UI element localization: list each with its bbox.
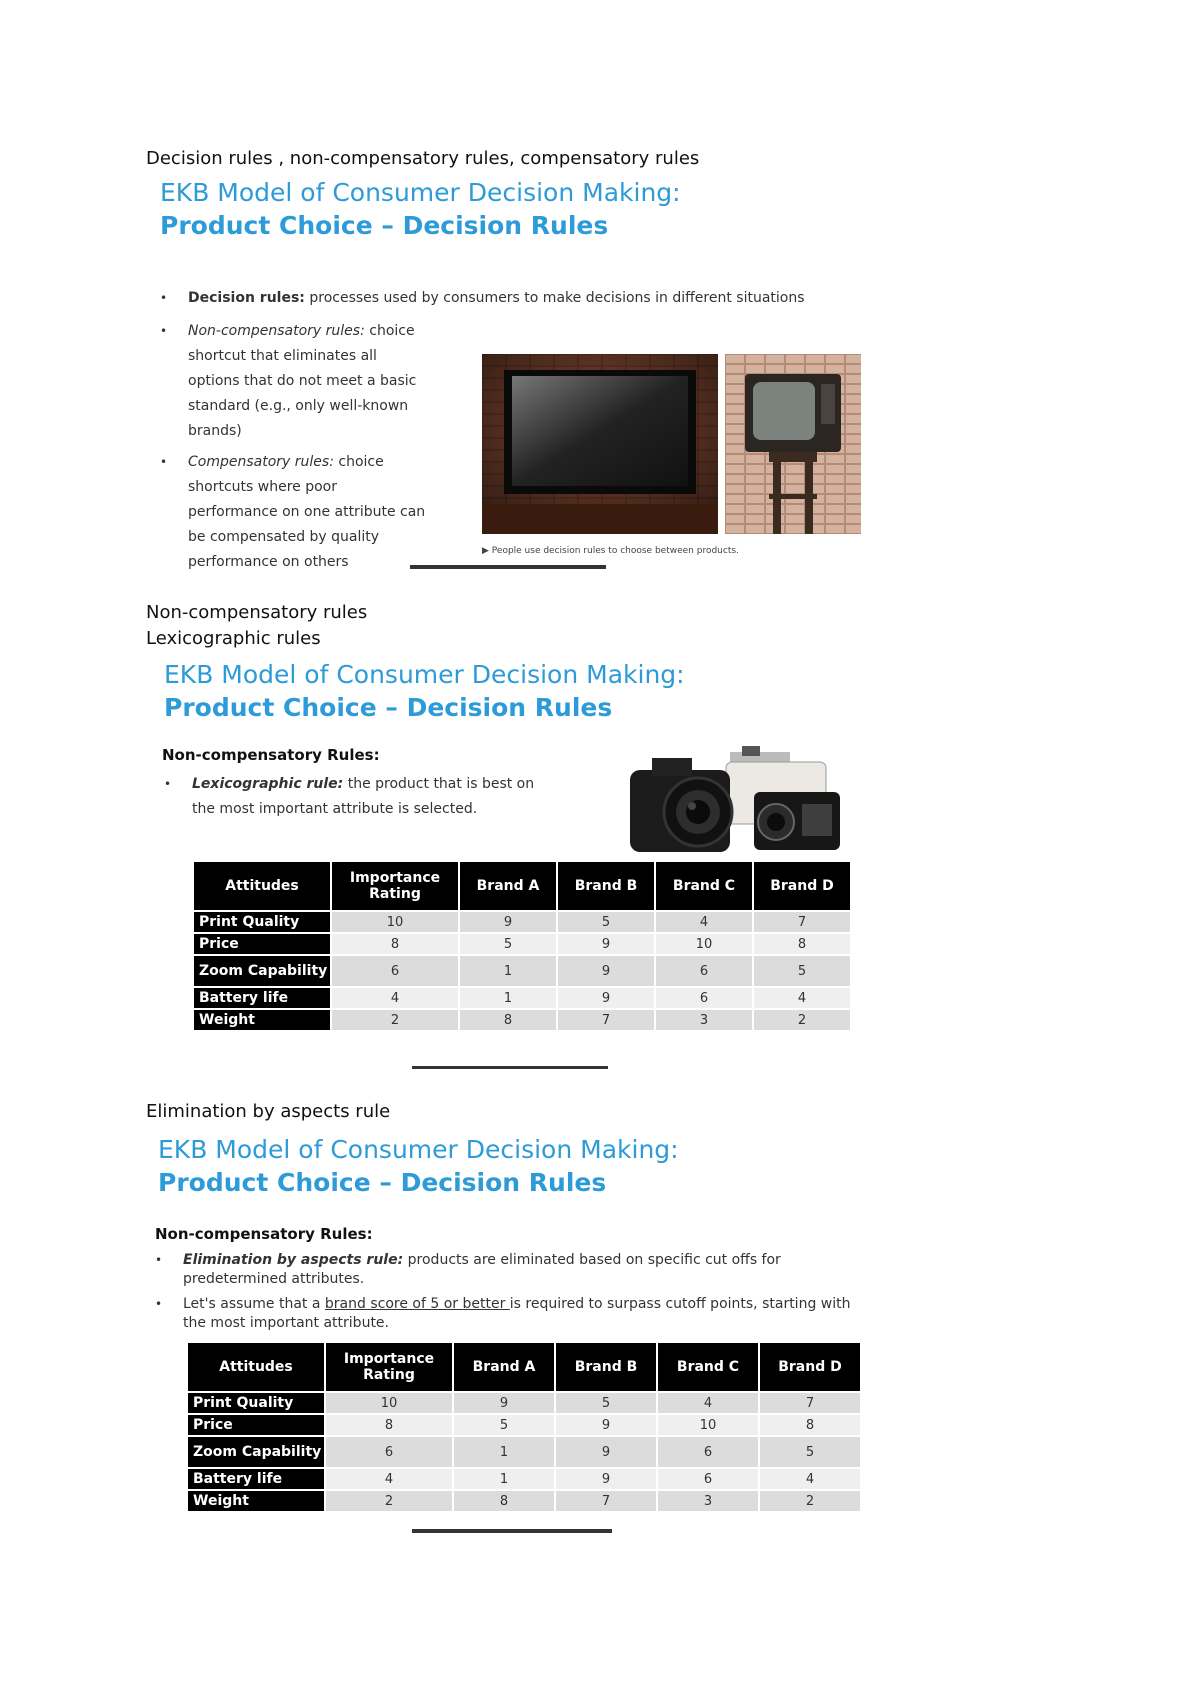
flat-screen-tv-image [482,354,718,534]
slide2-bullets [164,772,544,822]
cell-brand-a: 1 [460,956,556,986]
cell-brand-c: 6 [658,1437,758,1467]
cell-brand-d: 7 [754,912,850,932]
cell-brand-c: 6 [658,1469,758,1489]
cell-brand-d: 2 [754,1010,850,1030]
slide-title-line2: Product Choice – Decision Rules [160,211,609,240]
slide-lexicographic [164,660,864,1070]
cell-brand-d: 2 [760,1491,860,1511]
header-brand-c: Brand C [658,1343,758,1391]
row-attribute: Battery life [188,1469,324,1489]
table-row [194,1010,850,1030]
row-attribute: Battery life [194,988,330,1008]
cell-brand-d: 4 [754,988,850,1008]
row-attribute: Zoom Capability [194,956,330,986]
slide3-bottom-rule [412,1529,612,1533]
table-header-row [194,862,850,910]
bullet-lexicographic-term: Lexicographic rule: [192,776,344,792]
cell-brand-b: 9 [556,1469,656,1489]
note-elimination: Elimination by aspects rule [146,1101,391,1122]
cell-brand-a: 9 [454,1393,554,1413]
header-brand-a: Brand A [454,1343,554,1391]
cameras-image [630,746,850,854]
table-row [188,1393,860,1413]
header-importance: Importance Rating [332,862,458,910]
table-row [194,934,850,954]
header-brand-d: Brand D [760,1343,860,1391]
slide2-title-line1: EKB Model of Consumer Decision Making: [164,660,685,689]
cell-brand-c: 10 [658,1415,758,1435]
header-brand-b: Brand B [558,862,654,910]
cell-brand-c: 3 [656,1010,752,1030]
cell-brand-d: 5 [760,1437,860,1467]
cell-brand-b: 5 [558,912,654,932]
bullet-elimination-text: products are eliminated based on specific cut offs for predetermined attributes. [183,1252,781,1287]
cell-brand-d: 8 [760,1415,860,1435]
elimination-table [186,1341,862,1513]
caption-arrow-icon: ▶ [482,546,492,556]
cell-brand-a: 5 [460,934,556,954]
bullet-noncompensatory [160,319,430,444]
bullet-cutoff-underline: brand score of 5 or better [324,1296,510,1312]
table-row [194,956,850,986]
cell-brand-b: 7 [556,1491,656,1511]
cell-brand-d: 7 [760,1393,860,1413]
cell-brand-b: 9 [558,988,654,1008]
cell-importance: 4 [332,988,458,1008]
note-lexicographic: Lexicographic rules [146,628,321,649]
note-decision-rules: Decision rules , non-compensatory rules, compensatory rules [146,148,700,169]
cell-importance: 8 [332,934,458,954]
cameras-svg [630,746,850,854]
row-attribute: Print Quality [194,912,330,932]
table-row [188,1437,860,1467]
bullet-cutoff-pre: Let's assume that a [183,1296,325,1312]
header-brand-b: Brand B [556,1343,656,1391]
row-attribute: Zoom Capability [188,1437,324,1467]
cell-brand-b: 9 [556,1415,656,1435]
slide1-bottom-rule [410,565,606,569]
bullet-decision-rules-text: processes used by consumers to make decisions in different situations [304,290,805,306]
slide-decision-rules [160,178,860,578]
cell-brand-b: 9 [558,934,654,954]
cell-brand-a: 1 [454,1469,554,1489]
bullet-decision-rules-term: Decision rules: [188,290,305,306]
slide2-bottom-rule [412,1066,608,1069]
slide1-bullets [160,286,860,311]
cell-importance: 6 [326,1437,452,1467]
cell-brand-b: 5 [556,1393,656,1413]
header-importance: Importance Rating [326,1343,452,1391]
slide3-heading: Non-compensatory Rules: [155,1225,373,1243]
cell-brand-a: 1 [460,988,556,1008]
table-row [194,988,850,1008]
bullet-decision-rules [160,286,860,311]
bullet-compensatory [160,450,430,575]
bullet-noncompensatory-text: choice shortcut that eliminates all options that do not meet a basic standard (e.g., only well-known brands) [188,323,417,439]
header-brand-c: Brand C [656,862,752,910]
cell-importance: 4 [326,1469,452,1489]
row-attribute: Weight [188,1491,324,1511]
bullet-compensatory-text: choice shortcuts where poor performance on one attribute can be compensated by quality performance on others [188,454,426,570]
cell-brand-a: 8 [460,1010,556,1030]
header-attitudes: Attitudes [188,1343,324,1391]
header-attitudes: Attitudes [194,862,330,910]
cell-importance: 2 [332,1010,458,1030]
lexicographic-table [192,860,852,1032]
row-attribute: Price [188,1415,324,1435]
cell-brand-c: 6 [656,988,752,1008]
slide3-title-line2: Product Choice – Decision Rules [158,1168,607,1197]
table-row [194,912,850,932]
bullet-elimination-term: Elimination by aspects rule: [183,1252,404,1268]
row-attribute: Print Quality [188,1393,324,1413]
cell-importance: 10 [332,912,458,932]
cell-importance: 10 [326,1393,452,1413]
cell-brand-d: 8 [754,934,850,954]
bullet-lexicographic-text: the product that is best on the most important attribute is selected. [192,776,535,817]
old-crt-tv-image [725,354,861,534]
cell-importance: 8 [326,1415,452,1435]
cell-brand-b: 9 [558,956,654,986]
cell-brand-c: 4 [656,912,752,932]
image-caption [482,546,739,556]
bullet-cutoff [155,1295,865,1333]
row-attribute: Weight [194,1010,330,1030]
cell-brand-a: 1 [454,1437,554,1467]
cell-brand-c: 3 [658,1491,758,1511]
flat-screen-tv-svg [482,354,718,534]
slide-title-line1: EKB Model of Consumer Decision Making: [160,178,681,207]
cell-brand-a: 8 [454,1491,554,1511]
table-row [188,1415,860,1435]
old-crt-tv-svg [725,354,861,534]
bullet-elimination [155,1251,865,1289]
cell-brand-b: 9 [556,1437,656,1467]
cell-importance: 6 [332,956,458,986]
header-brand-d: Brand D [754,862,850,910]
cell-brand-b: 7 [558,1010,654,1030]
slide3-title-line1: EKB Model of Consumer Decision Making: [158,1135,679,1164]
slide-elimination [155,1135,868,1545]
row-attribute: Price [194,934,330,954]
table-row [188,1491,860,1511]
cell-brand-c: 6 [656,956,752,986]
cell-brand-d: 4 [760,1469,860,1489]
cell-brand-c: 4 [658,1393,758,1413]
slide2-title-line2: Product Choice – Decision Rules [164,693,613,722]
table-header-row [188,1343,860,1391]
note-noncompensatory: Non-compensatory rules [146,602,368,623]
cell-brand-d: 5 [754,956,850,986]
cell-brand-a: 9 [460,912,556,932]
slide3-bullets [155,1251,865,1333]
bullet-cutoff-post: is required to surpass cutoff points, starting with the most important attribute. [183,1296,851,1331]
cell-brand-a: 5 [454,1415,554,1435]
slide2-heading: Non-compensatory Rules: [162,746,380,764]
cell-brand-c: 10 [656,934,752,954]
bullet-compensatory-term: Compensatory rules: [188,454,334,470]
cell-importance: 2 [326,1491,452,1511]
caption-text: People use decision rules to choose between products. [491,546,739,556]
header-brand-a: Brand A [460,862,556,910]
bullet-lexicographic [164,772,544,822]
bullet-noncompensatory-term: Non-compensatory rules: [188,323,365,339]
slide1-bullets-left [160,319,430,575]
table-row [188,1469,860,1489]
